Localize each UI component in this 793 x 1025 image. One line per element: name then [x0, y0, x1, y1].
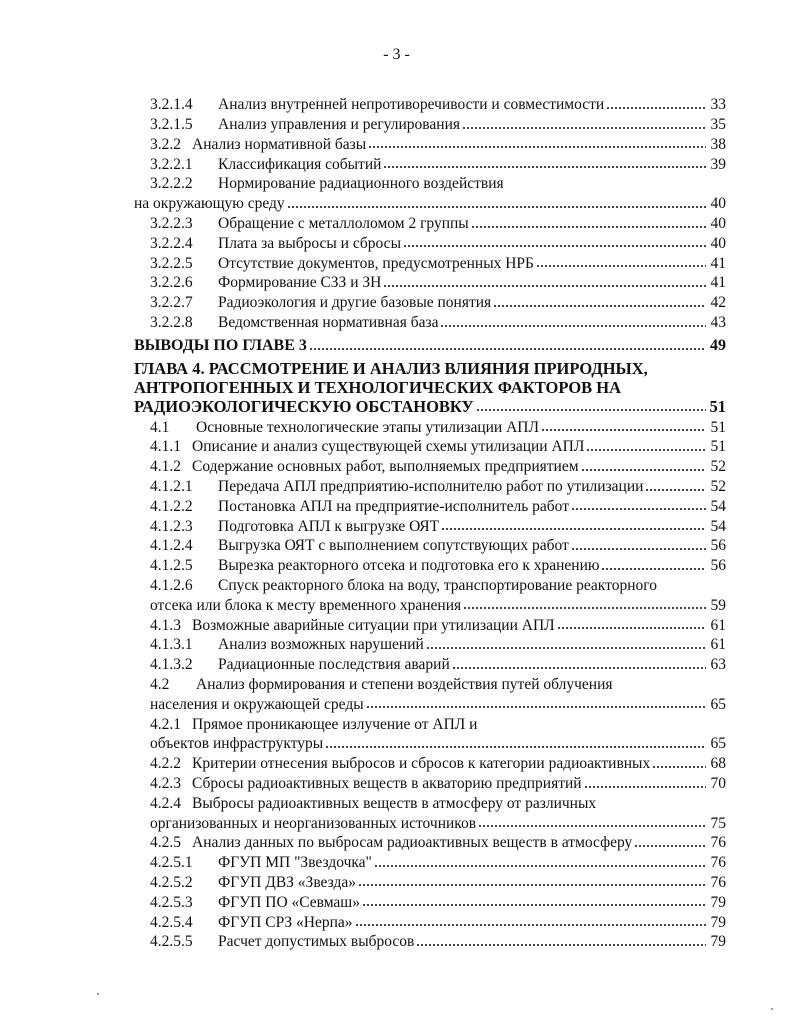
- leader-dots: [462, 126, 706, 130]
- toc-entry-title: Вырезка реакторного отсека и подготовка его к хранению: [218, 557, 600, 575]
- toc-entry: [134, 291, 726, 311]
- toc-entry-page: 76: [710, 854, 726, 872]
- toc-entry-page: 35: [710, 116, 726, 134]
- toc-entry-page: 38: [710, 135, 726, 153]
- page-number: - 3 -: [383, 46, 410, 63]
- toc-entry-title: Формирование СЗЗ и ЗН: [218, 274, 382, 292]
- toc-entry-page: 65: [710, 735, 726, 753]
- toc-entry: [134, 534, 726, 554]
- toc-entry-page: 43: [710, 314, 726, 332]
- toc-entry-number: 4.1.3.2: [150, 656, 193, 674]
- leader-dots: [536, 264, 706, 268]
- toc-entry-page: 40: [710, 215, 726, 233]
- leader-dots: [601, 567, 706, 571]
- toc-entry-page: 33: [710, 96, 726, 114]
- toc-entry: [134, 653, 726, 673]
- toc-entry-number: 4.2.3: [150, 775, 181, 792]
- toc-entry-title: организованных и неорганизованных источников: [150, 814, 477, 832]
- toc-entry: [134, 752, 726, 772]
- toc-entry-page: 65: [710, 695, 726, 713]
- toc-chapter-conclusions: [134, 335, 726, 355]
- toc-entry-continuation: [134, 594, 726, 614]
- toc-entry-page: 56: [710, 557, 726, 575]
- toc-entry-number: 4.1.1: [150, 438, 181, 456]
- chapter-title-line: РАДИОЭКОЛОГИЧЕСКУЮ ОБСТАНОВКУ: [134, 396, 474, 416]
- toc-entry-title: Описание и анализ существующей схемы утилизации АПЛ: [192, 438, 585, 456]
- toc-entry-continuation: [134, 693, 726, 713]
- toc-entry-number: 3.2.2.4: [150, 234, 193, 252]
- toc-entry-page: 40: [710, 195, 726, 213]
- table-of-contents: [134, 93, 726, 950]
- toc-entry-title: Прямое проникающее излучение от АПЛ и: [192, 715, 478, 733]
- toc-entry-number: 4.2.5.1: [150, 854, 193, 872]
- toc-entry-number: 4.2.4: [150, 794, 181, 812]
- toc-entry-continuation: [134, 811, 726, 831]
- toc-entry-title: Обращение с металлоломом 2 группы: [218, 215, 469, 233]
- toc-entry: [134, 633, 726, 653]
- toc-entry: [134, 172, 726, 192]
- toc-entry: [134, 475, 726, 495]
- toc-entry-title: Постановка АПЛ на предприятие-исполнитель работ: [218, 497, 569, 515]
- toc-entry: [134, 930, 726, 950]
- leader-dots: [645, 488, 706, 492]
- leader-dots: [581, 468, 706, 472]
- toc-entry-title: объектов инфраструктуры: [150, 735, 324, 753]
- toc-entry-page: 42: [710, 294, 726, 312]
- leader-dots: [383, 165, 706, 169]
- toc-entry-page: 61: [710, 616, 726, 634]
- leader-dots: [383, 284, 706, 288]
- toc-entry-page: 54: [710, 517, 726, 535]
- toc-entry-number: 4.1: [150, 418, 170, 436]
- toc-entry-page: 39: [710, 155, 726, 173]
- toc-entry-page: 61: [710, 636, 726, 654]
- toc-entry: [134, 152, 726, 172]
- toc-entry-page: 75: [710, 814, 726, 832]
- toc-entry: [134, 792, 726, 812]
- leader-dots: [471, 225, 706, 229]
- toc-entry-title: ФГУП ПО «Севмаш»: [218, 893, 360, 911]
- leader-dots: [652, 765, 706, 769]
- toc-entry: [134, 871, 726, 891]
- toc-entry-title: Классификация событий: [218, 155, 382, 173]
- toc-entry-number: 4.1.3.1: [150, 636, 193, 654]
- toc-entry-page: 68: [710, 755, 726, 773]
- toc-entry-title: Радиоэкология и другие базовые понятия: [218, 294, 492, 312]
- toc-entry-continuation: [134, 192, 726, 212]
- toc-entry-number: 4.1.2.3: [150, 517, 193, 535]
- toc-entry: [134, 673, 726, 693]
- toc-entry-title: Анализ данных по выбросам радиоактивных веществ в атмосферу: [192, 834, 633, 852]
- toc-entry: [134, 554, 726, 574]
- toc-entry-number: 4.1.2.1: [150, 478, 193, 496]
- leader-dots: [440, 324, 706, 328]
- toc-entry-title: отсека или блока к месту временного хранения: [150, 596, 462, 614]
- toc-entry: [134, 435, 726, 455]
- toc-entry: [134, 514, 726, 534]
- toc-entry-number: 4.1.2.5: [150, 557, 193, 575]
- toc-entry-title: Радиационные последствия аварий: [218, 656, 450, 674]
- toc-entry-title: Выгрузка ОЯТ с выполнением сопутствующих работ: [218, 537, 569, 555]
- toc-entry-title: Анализ формирования и степени воздействия путей облучения: [196, 676, 613, 694]
- leader-dots: [634, 844, 706, 848]
- toc-entry-title: населения и окружающей среды: [150, 695, 364, 713]
- toc-entry-page: 76: [710, 834, 726, 852]
- toc-entry: [134, 613, 726, 633]
- toc-entry-number: 3.2.2.1: [150, 155, 193, 173]
- toc-entry-number: 4.2.5.3: [150, 893, 193, 911]
- toc-entry-page: 56: [710, 537, 726, 555]
- toc-entry: [134, 212, 726, 232]
- leader-dots: [476, 408, 706, 412]
- toc-entry: [134, 851, 726, 871]
- leader-dots: [557, 626, 706, 630]
- toc-entry-title: Расчет допустимых выбросов: [218, 933, 415, 951]
- toc-entry-title: Выбросы радиоактивных веществ в атмосферу от различных: [192, 794, 597, 812]
- toc-chapter-heading: [134, 358, 726, 415]
- toc-entry: [134, 455, 726, 475]
- toc-entry-number: 4.2.5.2: [150, 873, 193, 891]
- leader-dots: [368, 145, 706, 149]
- toc-entry-title: Сбросы радиоактивных веществ в акваторию предприятий: [192, 775, 582, 792]
- toc-entry: [134, 831, 726, 851]
- toc-entry-title: Возможные аварийные ситуации при утилизации АПЛ: [192, 616, 555, 634]
- toc-entry-title: Ведомственная нормативная база: [218, 314, 439, 332]
- chapter-title-line: ГЛАВА 4. РАССМОТРЕНИЕ И АНАЛИЗ ВЛИЯНИЯ ПРИРОДНЫХ,: [134, 358, 648, 378]
- toc-entry-title: Плата за выбросы и сбросы: [218, 234, 401, 252]
- toc-entry-title: Нормирование радиационного воздействия: [218, 175, 504, 193]
- toc-entry-title: Спуск реакторного блока на воду, транспортирование реакторного: [218, 577, 657, 595]
- leader-dots: [586, 448, 706, 452]
- toc-entry-title: Отсутствие документов, предусмотренных НРБ: [218, 254, 534, 272]
- leader-dots: [362, 903, 706, 907]
- leader-dots: [358, 883, 706, 887]
- toc-entry-page: 52: [710, 478, 726, 496]
- toc-entry-page: 41: [710, 254, 726, 272]
- toc-entry-number: 4.1.3: [150, 616, 181, 634]
- toc-entry-title: Анализ внутренней непротиворечивости и совместимости: [218, 96, 605, 114]
- toc-entry: [134, 574, 726, 594]
- toc-entry-title: Анализ нормативной базы: [192, 135, 367, 153]
- scan-speck: [771, 1008, 773, 1010]
- toc-entry-page: 52: [710, 458, 726, 476]
- toc-entry: [134, 251, 726, 271]
- leader-dots: [478, 824, 706, 828]
- leader-dots: [541, 428, 706, 432]
- toc-entry-number: 4.1.2.4: [150, 537, 193, 555]
- toc-entry-number: 4.1.2.2: [150, 497, 193, 515]
- toc-entry-number: 3.2.2.2: [150, 175, 193, 193]
- toc-entry: [134, 415, 726, 435]
- toc-entry-number: 4.2.1: [150, 715, 181, 733]
- leader-dots: [287, 205, 706, 209]
- scan-speck: [97, 993, 99, 995]
- leader-dots: [416, 943, 706, 947]
- leader-dots: [571, 507, 706, 511]
- toc-entry-number: 4.2: [150, 676, 170, 694]
- toc-entry-number: 3.2.2: [150, 135, 181, 153]
- toc-entry-number: 3.2.2.7: [150, 294, 193, 312]
- toc-entry-number: 3.2.2.3: [150, 215, 193, 233]
- toc-entry-page: 51: [710, 418, 726, 436]
- toc-entry-title: Критерии отнесения выбросов и сбросов к категории радиоактивных: [192, 755, 651, 773]
- toc-entry-title: Основные технологические этапы утилизации АПЛ: [196, 418, 539, 436]
- leader-dots: [426, 646, 706, 650]
- toc-entry-page: 54: [710, 497, 726, 515]
- toc-entry: [134, 133, 726, 153]
- toc-entry-page: 51: [710, 438, 726, 456]
- toc-entry-number: 4.2.5.4: [150, 913, 193, 931]
- leader-dots: [571, 547, 706, 551]
- toc-entry: [134, 712, 726, 732]
- toc-entry-page: 51: [709, 396, 726, 416]
- toc-entry: [134, 93, 726, 113]
- toc-entry-title: Подготовка АПЛ к выгрузке ОЯТ: [218, 517, 440, 535]
- toc-entry: [134, 910, 726, 930]
- toc-entry-number: 3.2.1.4: [150, 96, 193, 114]
- toc-entry-page: 79: [710, 933, 726, 951]
- toc-entry: [134, 495, 726, 515]
- toc-entry-number: 4.1.2: [150, 458, 181, 476]
- toc-entry: [134, 113, 726, 133]
- toc-entry-title: ФГУП СРЗ «Нерпа»: [218, 913, 353, 931]
- toc-entry: [134, 271, 726, 291]
- leader-dots: [441, 527, 706, 531]
- leader-dots: [325, 745, 706, 749]
- leader-dots: [584, 785, 706, 789]
- toc-entry-continuation: [134, 732, 726, 752]
- toc-entry-title: ВЫВОДЫ ПО ГЛАВЕ 3: [134, 337, 307, 355]
- toc-entry: [134, 232, 726, 252]
- toc-entry-number: 3.2.2.6: [150, 274, 193, 292]
- toc-entry-page: 49: [710, 337, 726, 355]
- toc-entry-page: 63: [710, 656, 726, 674]
- toc-entry-number: 3.2.2.8: [150, 314, 193, 332]
- toc-entry-page: 59: [710, 596, 726, 614]
- toc-entry-title: Передача АПЛ предприятию-исполнителю работ по утилизации: [218, 478, 644, 496]
- toc-entry-page: 70: [710, 775, 726, 792]
- toc-entry-number: 4.2.5: [150, 834, 181, 852]
- leader-dots: [493, 304, 706, 308]
- leader-dots: [309, 347, 706, 351]
- toc-entry: [134, 890, 726, 910]
- toc-entry-page: 41: [710, 274, 726, 292]
- toc-entry-page: 79: [710, 913, 726, 931]
- toc-entry: [134, 311, 726, 331]
- toc-entry-number: 4.2.2: [150, 755, 181, 773]
- toc-entry-number: 4.1.2.6: [150, 577, 193, 595]
- toc-entry-page: 79: [710, 893, 726, 911]
- leader-dots: [403, 244, 706, 248]
- chapter-title-line: АНТРОПОГЕННЫХ И ТЕХНОЛОГИЧЕСКИХ ФАКТОРОВ НА: [134, 377, 622, 397]
- toc-entry-title: на окружающую среду: [134, 195, 285, 213]
- toc-entry-page: 40: [710, 234, 726, 252]
- leader-dots: [366, 705, 706, 709]
- toc-entry-title: ФГУП МП "Звездочка": [218, 854, 372, 872]
- toc-entry-number: 3.2.1.5: [150, 116, 193, 134]
- leader-dots: [606, 106, 706, 110]
- leader-dots: [355, 923, 706, 927]
- toc-entry-title: Содержание основных работ, выполняемых предприятием: [192, 458, 579, 476]
- leader-dots: [463, 606, 706, 610]
- leader-dots: [374, 864, 706, 868]
- toc-entry-title: Анализ управления и регулирования: [218, 116, 460, 134]
- toc-entry-page: 76: [710, 873, 726, 891]
- toc-entry-title: ФГУП ДВЗ «Звезда»: [218, 873, 356, 891]
- toc-entry-number: 4.2.5.5: [150, 933, 193, 951]
- toc-entry-title: Анализ возможных нарушений: [218, 636, 424, 654]
- leader-dots: [452, 666, 706, 670]
- toc-entry: [134, 772, 726, 792]
- toc-entry-number: 3.2.2.5: [150, 254, 193, 272]
